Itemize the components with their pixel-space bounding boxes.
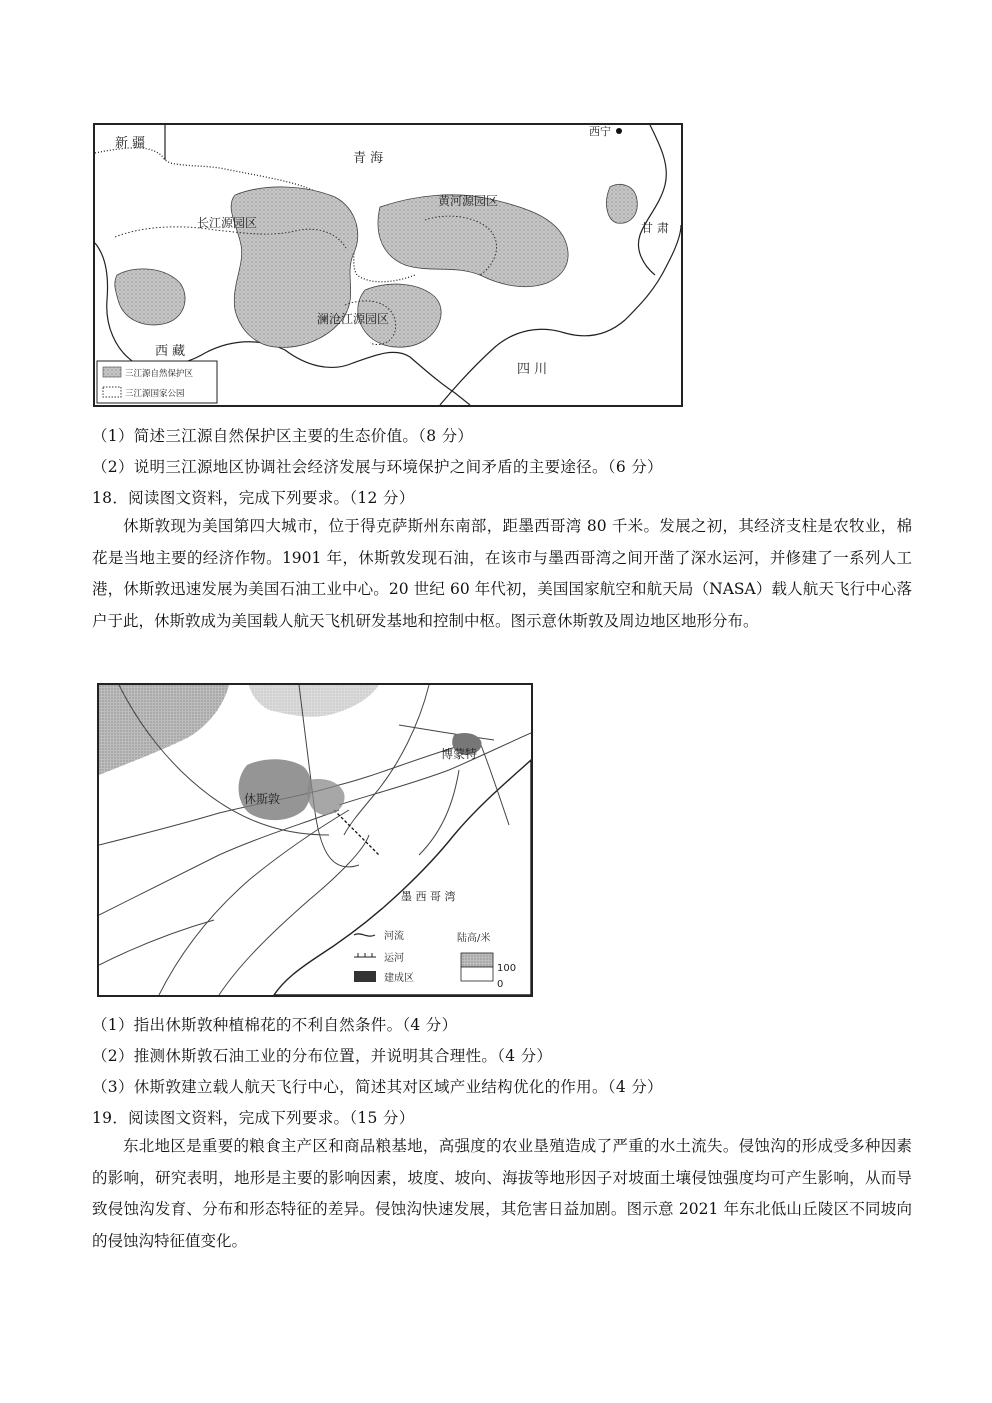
q17-sub1: （1）简述三江源自然保护区主要的生态价值。（8 分）: [92, 427, 474, 445]
legend-reserve: 三江源自然保护区: [125, 369, 194, 379]
label-xizang: 西 藏: [155, 344, 186, 359]
label-sichuan: 四 川: [517, 362, 548, 377]
legend-canal: 运河: [384, 953, 404, 964]
q18-paragraph: 休斯敦现为美国第四大城市，位于得克萨斯州东南部，距墨西哥湾 80 千米。发展之初，其经济支柱是农牧业，棉花是当地主要的经济作物。1901 年，休斯敦发现石油，在该市与墨西哥湾之间开凿了深水运河，并修建了一系列人工港，休斯敦迅速发展为美国石油工业中心。20 世纪 60 年代初，美国国家航空和航天局（NASA）载人航天飞行中心落户于此，休斯敦成为美国载人航天飞机研发基地和控制中枢。图示意休斯敦及周边地区地形分布。: [92, 517, 912, 630]
label-qinghai: 青 海: [353, 151, 384, 166]
q19-paragraph: 东北地区是重要的粮食主产区和商品粮基地，高强度的农业垦殖造成了严重的水土流失。侵蚀沟的形成受多种因素的影响，研究表明，地形是主要的影响因素，坡度、坡向、海拔等地形因子对坡面土壤侵蚀强度均可产生影响，从而导致侵蚀沟发育、分布和形态特征的差异。侵蚀沟快速发展，其危害日益加剧。图示意 2021 年东北低山丘陵区不同坡向的侵蚀沟特征值变化。: [92, 1137, 912, 1250]
label-gansu: 甘 肃: [641, 221, 669, 235]
legend-built: 建成区: [384, 973, 414, 984]
legend-river: 河流: [384, 931, 404, 942]
label-xinjiang: 新 疆: [115, 136, 146, 151]
legend-park: 三江源国家公园: [125, 389, 185, 399]
label-changjiangyuan: 长江源园区: [197, 216, 258, 230]
q18-sub2: （2）推测休斯敦石油工业的分布位置，并说明其合理性。（4 分）: [92, 1047, 553, 1065]
label-lancangjiangyuan: 澜沧江源园区: [317, 312, 390, 326]
q18-sub1: （1）指出休斯敦种植棉花的不利自然条件。（4 分）: [92, 1016, 458, 1034]
q17-sub2: （2）说明三江源地区协调社会经济发展与环境保护之间矛盾的主要途径。（6 分）: [92, 458, 663, 476]
q18-heading: 18．阅读图文资料，完成下列要求。（12 分）: [92, 489, 415, 507]
label-bomengte: 博蒙特: [441, 747, 478, 761]
label-huangheyuan: 黄河源园区: [438, 194, 499, 208]
q18-sub3: （3）休斯敦建立载人航天飞行中心，简述其对区域产业结构优化的作用。（4 分）: [92, 1078, 663, 1096]
legend-elev-title: 陆高/米: [457, 933, 491, 944]
label-xining: 西宁: [589, 125, 611, 138]
sanjiangyuan-map: [93, 123, 683, 407]
legend-elev-high: 100: [497, 963, 517, 974]
label-gulf: 墨 西 哥 湾: [401, 890, 456, 903]
legend-elev-low: 0: [497, 979, 504, 990]
houston-map: [97, 683, 533, 997]
label-xiusidun: 休斯敦: [244, 792, 281, 806]
q19-heading: 19．阅读图文资料，完成下列要求。（15 分）: [92, 1109, 415, 1127]
